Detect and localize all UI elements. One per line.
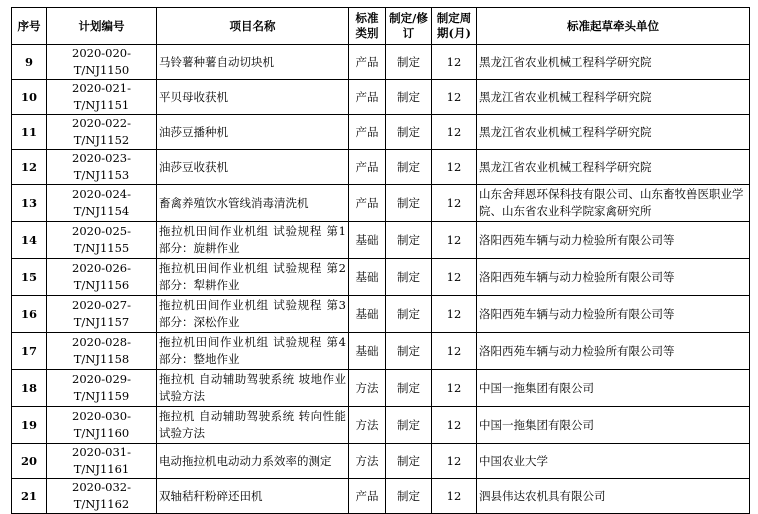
cell-seq: 12 [12, 150, 47, 185]
cell-mode: 制定 [386, 222, 432, 259]
cell-period: 12 [432, 333, 477, 370]
header-seq: 序号 [12, 8, 47, 45]
cell-plan-no: 2020-020-T/NJ1150 [47, 45, 157, 80]
table-row [12, 370, 750, 407]
cell-seq: 9 [12, 45, 47, 80]
cell-standard-type: 产品 [349, 80, 386, 115]
cell-mode: 制定 [386, 444, 432, 479]
cell-lead-unit: 洛阳西苑车辆与动力检验所有限公司等 [477, 259, 750, 296]
cell-project-name: 油莎豆播种机 [157, 115, 349, 150]
cell-project-name: 拖拉机田间作业机组 试验规程 第4部分：整地作业 [157, 333, 349, 370]
table-row [12, 45, 750, 80]
cell-period: 12 [432, 444, 477, 479]
cell-mode: 制定 [386, 80, 432, 115]
cell-project-name: 电动拖拉机电动动力系效率的测定 [157, 444, 349, 479]
cell-period: 12 [432, 222, 477, 259]
cell-standard-type: 基础 [349, 222, 386, 259]
cell-standard-type: 基础 [349, 259, 386, 296]
cell-project-name: 马铃薯种薯自动切块机 [157, 45, 349, 80]
cell-seq: 18 [12, 370, 47, 407]
cell-mode: 制定 [386, 45, 432, 80]
cell-lead-unit: 黑龙江省农业机械工程科学研究院 [477, 115, 750, 150]
cell-mode: 制定 [386, 185, 432, 222]
table-row [12, 150, 750, 185]
cell-project-name: 拖拉机田间作业机组 试验规程 第1部分：旋耕作业 [157, 222, 349, 259]
cell-project-name: 拖拉机田间作业机组 试验规程 第3部分：深松作业 [157, 296, 349, 333]
table-row [12, 185, 750, 222]
cell-plan-no: 2020-021-T/NJ1151 [47, 80, 157, 115]
table-row [12, 115, 750, 150]
cell-period: 12 [432, 150, 477, 185]
cell-period: 12 [432, 259, 477, 296]
cell-seq: 17 [12, 333, 47, 370]
cell-plan-no: 2020-026-T/NJ1156 [47, 259, 157, 296]
cell-period: 12 [432, 185, 477, 222]
table-row [12, 407, 750, 444]
table-row [12, 222, 750, 259]
cell-lead-unit: 中国一拖集团有限公司 [477, 370, 750, 407]
header-period: 制定周期(月) [432, 8, 477, 45]
cell-plan-no: 2020-031-T/NJ1161 [47, 444, 157, 479]
cell-lead-unit: 洛阳西苑车辆与动力检验所有限公司等 [477, 296, 750, 333]
cell-standard-type: 产品 [349, 150, 386, 185]
cell-period: 12 [432, 80, 477, 115]
cell-plan-no: 2020-027-T/NJ1157 [47, 296, 157, 333]
cell-lead-unit: 山东舍拜恩环保科技有限公司、山东畜牧兽医职业学院、山东省农业科学院家禽研究所 [477, 185, 750, 222]
cell-lead-unit: 泗县伟达农机具有限公司 [477, 479, 750, 514]
cell-mode: 制定 [386, 370, 432, 407]
cell-standard-type: 方法 [349, 407, 386, 444]
cell-standard-type: 基础 [349, 296, 386, 333]
cell-mode: 制定 [386, 115, 432, 150]
table-row [12, 479, 750, 514]
cell-seq: 16 [12, 296, 47, 333]
cell-standard-type: 基础 [349, 333, 386, 370]
cell-mode: 制定 [386, 150, 432, 185]
cell-project-name: 拖拉机 自动辅助驾驶系统 坡地作业试验方法 [157, 370, 349, 407]
cell-lead-unit: 黑龙江省农业机械工程科学研究院 [477, 80, 750, 115]
header-row [12, 8, 750, 45]
table-row [12, 259, 750, 296]
table-row [12, 80, 750, 115]
cell-project-name: 畜禽养殖饮水管线消毒清洗机 [157, 185, 349, 222]
cell-seq: 20 [12, 444, 47, 479]
header-standard-type: 标准类别 [349, 8, 386, 45]
table-row [12, 333, 750, 370]
cell-standard-type: 产品 [349, 115, 386, 150]
cell-period: 12 [432, 115, 477, 150]
cell-standard-type: 产品 [349, 185, 386, 222]
cell-standard-type: 方法 [349, 370, 386, 407]
cell-seq: 10 [12, 80, 47, 115]
cell-lead-unit: 黑龙江省农业机械工程科学研究院 [477, 45, 750, 80]
standards-plan-table [11, 7, 750, 514]
cell-period: 12 [432, 479, 477, 514]
header-lead-unit: 标准起草牵头单位 [477, 8, 750, 45]
cell-mode: 制定 [386, 407, 432, 444]
cell-seq: 13 [12, 185, 47, 222]
cell-lead-unit: 中国农业大学 [477, 444, 750, 479]
cell-plan-no: 2020-030-T/NJ1160 [47, 407, 157, 444]
table-row [12, 444, 750, 479]
cell-seq: 14 [12, 222, 47, 259]
cell-seq: 19 [12, 407, 47, 444]
cell-period: 12 [432, 45, 477, 80]
cell-plan-no: 2020-025-T/NJ1155 [47, 222, 157, 259]
cell-mode: 制定 [386, 296, 432, 333]
cell-project-name: 油莎豆收获机 [157, 150, 349, 185]
cell-mode: 制定 [386, 259, 432, 296]
cell-lead-unit: 黑龙江省农业机械工程科学研究院 [477, 150, 750, 185]
cell-mode: 制定 [386, 479, 432, 514]
cell-standard-type: 方法 [349, 444, 386, 479]
cell-seq: 15 [12, 259, 47, 296]
cell-period: 12 [432, 370, 477, 407]
cell-period: 12 [432, 407, 477, 444]
cell-lead-unit: 洛阳西苑车辆与动力检验所有限公司等 [477, 333, 750, 370]
cell-project-name: 拖拉机 自动辅助驾驶系统 转向性能试验方法 [157, 407, 349, 444]
cell-plan-no: 2020-023-T/NJ1153 [47, 150, 157, 185]
cell-project-name: 平贝母收获机 [157, 80, 349, 115]
cell-plan-no: 2020-029-T/NJ1159 [47, 370, 157, 407]
cell-standard-type: 产品 [349, 45, 386, 80]
cell-plan-no: 2020-022-T/NJ1152 [47, 115, 157, 150]
header-mode: 制定/修订 [386, 8, 432, 45]
cell-seq: 21 [12, 479, 47, 514]
header-project-name: 项目名称 [157, 8, 349, 45]
header-plan-no: 计划编号 [47, 8, 157, 45]
cell-standard-type: 产品 [349, 479, 386, 514]
cell-project-name: 双轴秸秆粉碎还田机 [157, 479, 349, 514]
cell-plan-no: 2020-028-T/NJ1158 [47, 333, 157, 370]
table-row [12, 296, 750, 333]
cell-period: 12 [432, 296, 477, 333]
cell-mode: 制定 [386, 333, 432, 370]
cell-seq: 11 [12, 115, 47, 150]
cell-lead-unit: 洛阳西苑车辆与动力检验所有限公司等 [477, 222, 750, 259]
cell-plan-no: 2020-032-T/NJ1162 [47, 479, 157, 514]
cell-project-name: 拖拉机田间作业机组 试验规程 第2部分：犁耕作业 [157, 259, 349, 296]
cell-plan-no: 2020-024-T/NJ1154 [47, 185, 157, 222]
cell-lead-unit: 中国一拖集团有限公司 [477, 407, 750, 444]
